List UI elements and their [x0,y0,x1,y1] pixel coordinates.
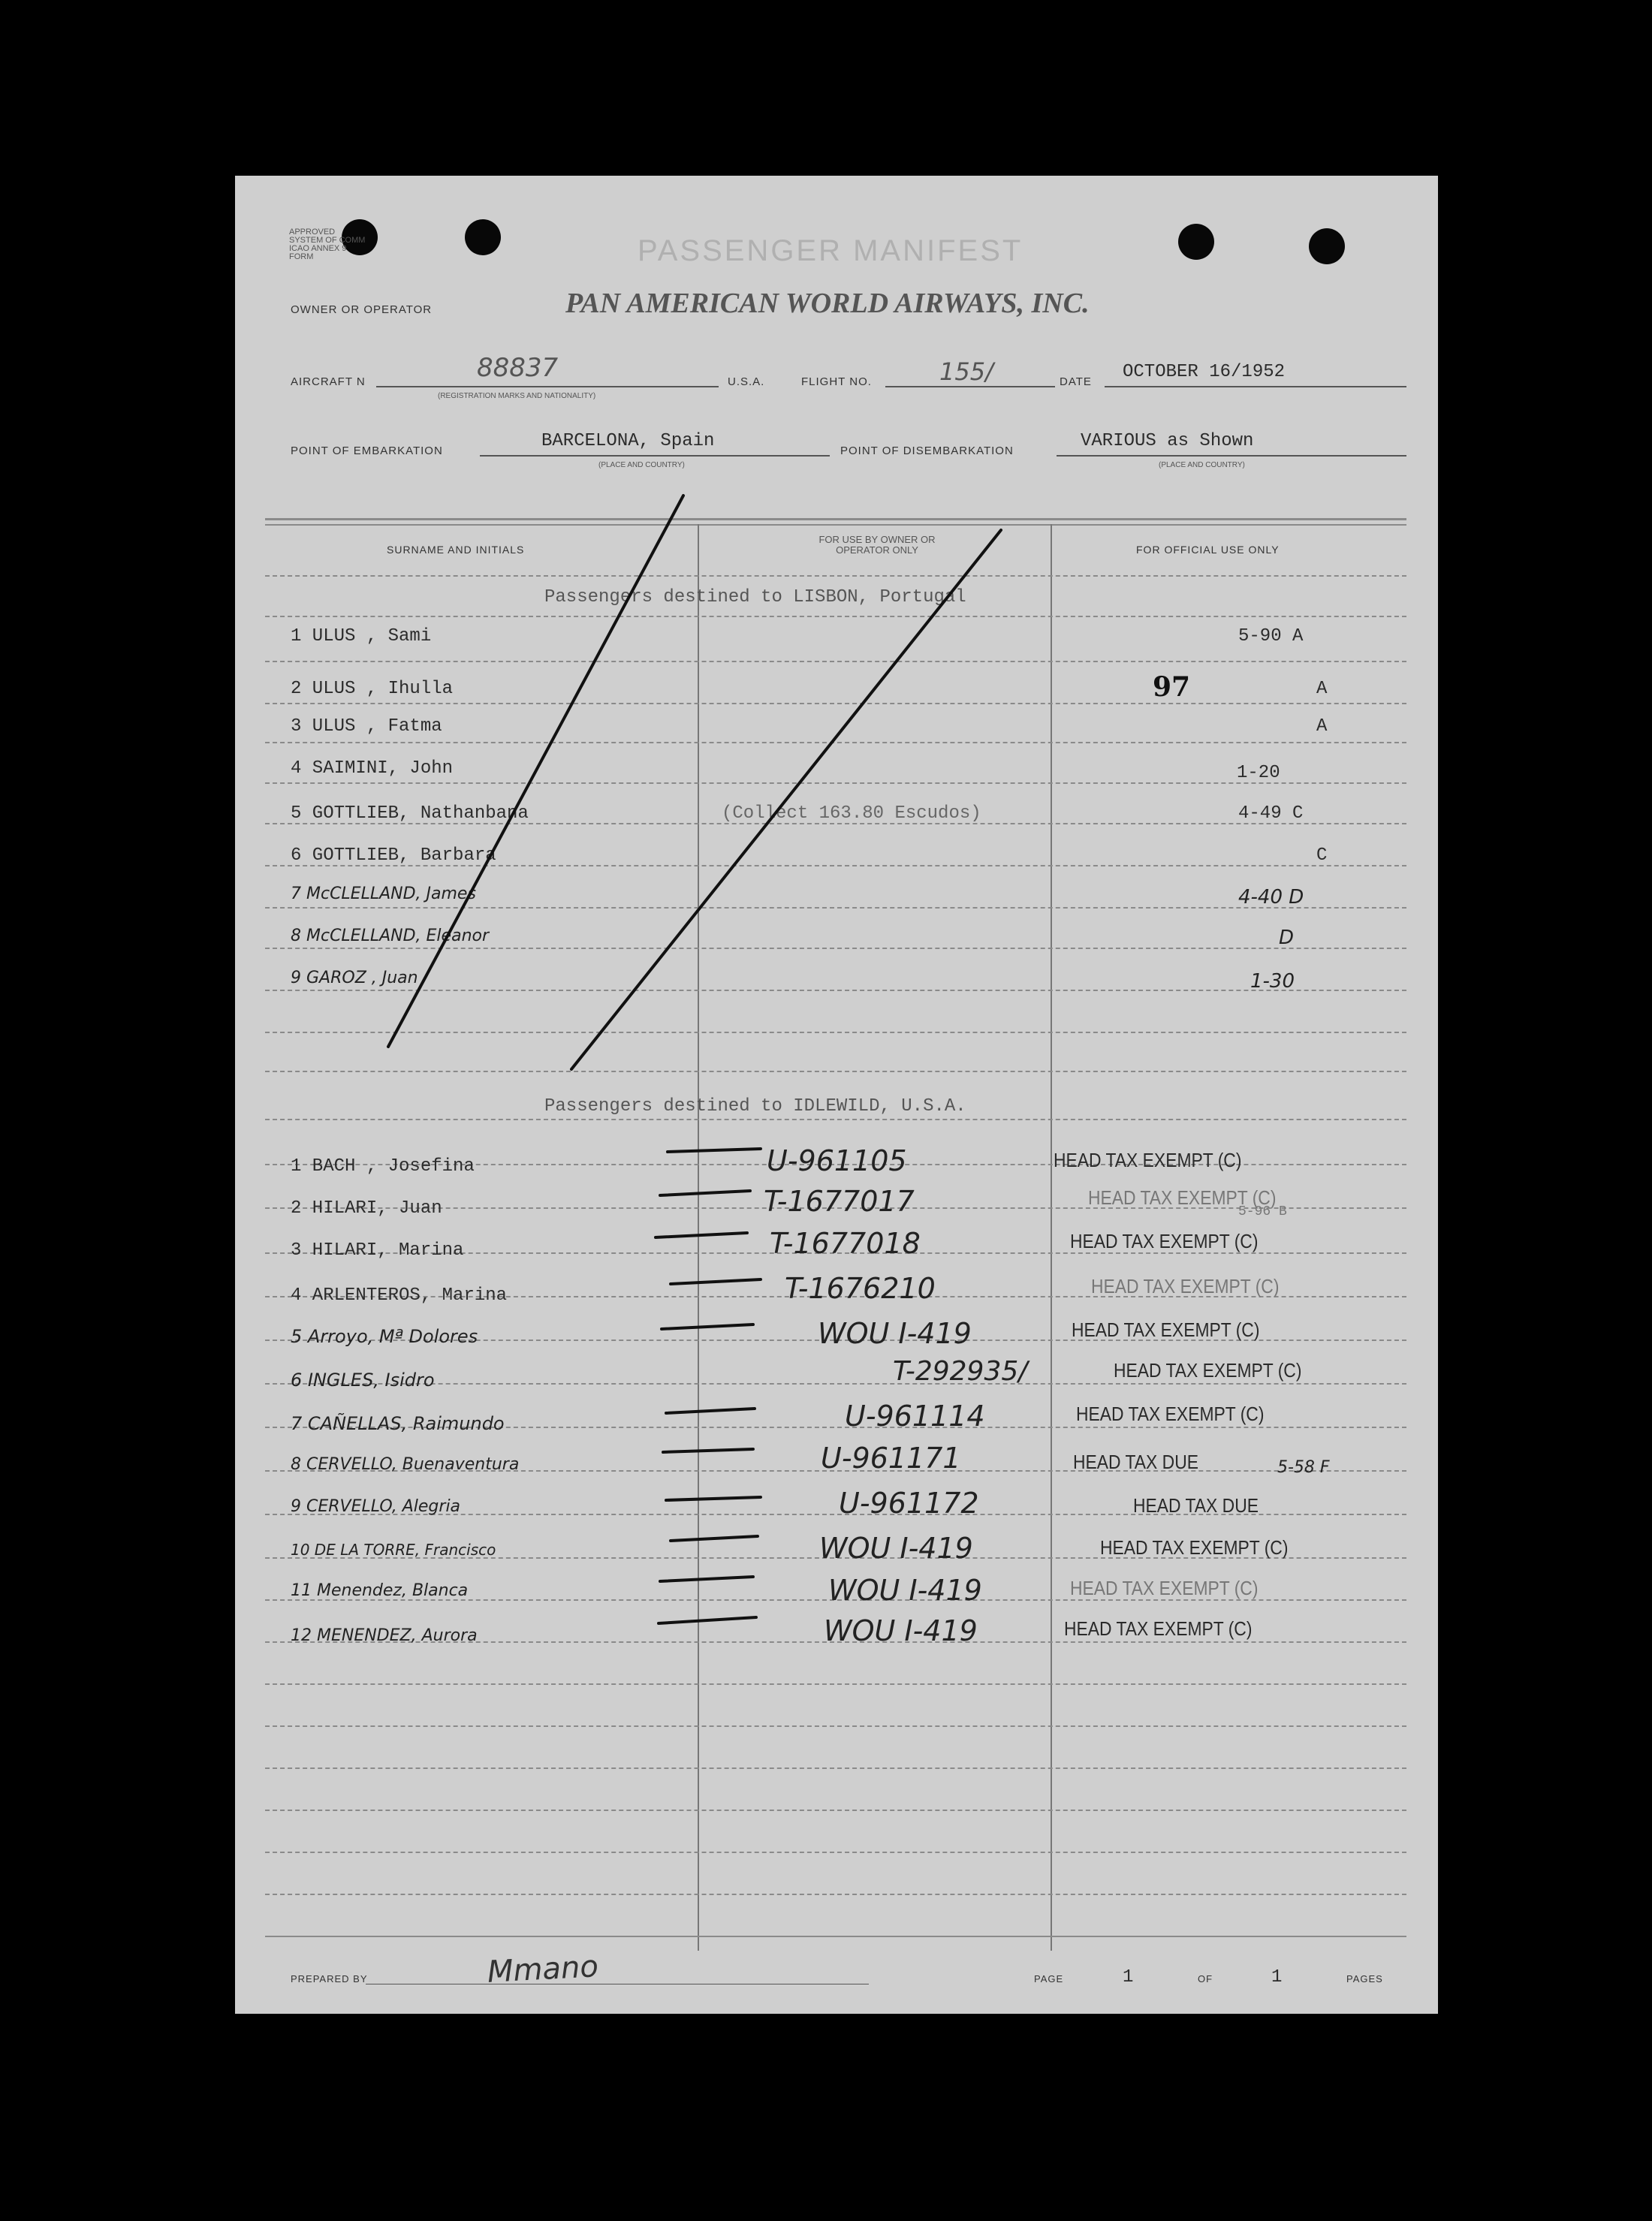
official-code: A [1316,679,1328,699]
tax-status: HEAD TAX EXEMPT (C) [1072,1318,1260,1341]
owner-note: (Collect 163.80 Escudos) [722,803,981,824]
approval-stamp-line: FORM [289,252,314,261]
passenger-name: 1 ULUS , Sami [291,626,432,646]
tax-status: HEAD TAX DUE [1073,1451,1198,1473]
passenger-name: 8 CERVELLO, Buenaventura [291,1455,520,1474]
tax-status: HEAD TAX EXEMPT (C) [1100,1536,1289,1559]
official-code: 5-96 B [1238,1204,1287,1219]
ticket-number: WOU I-419 [824,1614,978,1647]
passenger-name: 4 SAIMINI, John [291,758,454,779]
passenger-name: 11 Menendez, Blanca [291,1581,469,1600]
stamp-number: 97 [1153,671,1191,703]
tax-status: HEAD TAX EXEMPT (C) [1114,1359,1302,1382]
passenger-name: 6 GOTTLIEB, Barbara [291,845,496,866]
tax-status: HEAD TAX EXEMPT (C) [1076,1403,1265,1425]
tax-status: HEAD TAX EXEMPT (C) [1054,1149,1242,1171]
ticket-number: U-961171 [821,1442,961,1475]
ticket-number: WOU I-419 [818,1317,972,1350]
date-value: OCTOBER 16/1952 [1123,362,1286,382]
passenger-name: 6 INGLES, Isidro [291,1370,435,1391]
official-code: 4-49 C [1238,803,1304,824]
official-code: 1-30 [1250,970,1295,993]
aircraft-value: 88837 [477,353,559,383]
embarkation-label: POINT OF EMBARKATION [291,445,443,457]
tax-status: HEAD TAX EXEMPT (C) [1091,1275,1280,1297]
passenger-name: 1 BACH , Josefina [291,1156,475,1177]
of-label: OF [1198,1973,1213,1984]
section-heading-lisbon: Passengers destined to LISBON, Portugal [544,587,966,607]
tax-status: HEAD TAX EXEMPT (C) [1070,1577,1259,1599]
passenger-name: 3 ULUS , Fatma [291,716,442,737]
column-header-surname: SURNAME AND INITIALS [387,544,525,556]
pages-label: PAGES [1346,1973,1383,1984]
signature: Mmano [486,1949,599,1990]
owner-label: OWNER OR OPERATOR [291,303,433,316]
ticket-number: U-961114 [845,1400,985,1433]
official-code: 4-40 D [1238,886,1304,909]
official-code: 1-20 [1237,763,1280,783]
passenger-name: 10 DE LA TORRE, Francisco [291,1541,496,1559]
passenger-name: 9 GAROZ , Juan [291,969,418,987]
ticket-number: T-292935/ [893,1356,1028,1387]
date-label: DATE [1060,375,1092,388]
form-title: PASSENGER MANIFEST [638,234,1023,267]
aircraft-label: AIRCRAFT N [291,375,366,388]
disembarkation-value: VARIOUS as Shown [1081,431,1254,451]
embarkation-value: BARCELONA, Spain [541,431,715,451]
ticket-number: WOU I-419 [828,1574,982,1607]
section-heading-idlewild: Passengers destined to IDLEWILD, U.S.A. [544,1096,966,1117]
approval-stamp-line: SYSTEM OF COMM [289,236,366,245]
approval-stamp-line: APPROVED [289,228,336,237]
ticket-number: T-1677018 [770,1227,921,1260]
manifest-sheet [235,176,1438,2014]
passenger-name: 9 CERVELLO, Alegria [291,1497,461,1516]
official-code: 5-90 A [1238,626,1304,646]
passenger-name: 4 ARLENTEROS, Marina [291,1285,508,1306]
embarkation-caption: (PLACE AND COUNTRY) [598,461,685,469]
column-header-owner: FOR USE BY OWNER OR OPERATOR ONLY [818,534,936,556]
passenger-name: 2 HILARI, Juan [291,1198,442,1219]
approval-stamp-line: ICAO ANNEX 9 [289,244,347,253]
passenger-name: 8 McCLELLAND, Eleanor [291,927,490,945]
registration-caption: (REGISTRATION MARKS AND NATIONALITY) [438,392,596,400]
ticket-number: U-961105 [767,1144,907,1177]
pen-marks [235,176,1438,2014]
tax-status: HEAD TAX EXEMPT (C) [1070,1230,1259,1252]
column-header-official: FOR OFFICIAL USE ONLY [1136,544,1280,556]
page-number: 1 [1123,1967,1134,1987]
ticket-number: T-1676210 [785,1272,936,1305]
ticket-number: U-961172 [839,1487,979,1520]
official-code: A [1316,716,1328,737]
prepared-label: PREPARED BY [291,1973,368,1984]
passenger-name: 5 Arroyo, Mª Dolores [291,1326,478,1347]
passenger-name: 5 GOTTLIEB, Nathanbana [291,803,529,824]
passenger-name: 7 McCLELLAND, James [291,884,476,903]
tax-status: HEAD TAX EXEMPT (C) [1088,1186,1277,1209]
passenger-name: 3 HILARI, Marina [291,1240,464,1261]
disembarkation-caption: (PLACE AND COUNTRY) [1159,461,1245,469]
ticket-number: WOU I-419 [819,1532,973,1565]
tax-status: HEAD TAX EXEMPT (C) [1064,1617,1253,1640]
official-code: D [1279,927,1295,949]
usa-label: U.S.A. [728,375,765,388]
disembarkation-label: POINT OF DISEMBARKATION [840,445,1014,457]
passenger-name: 12 MENENDEZ, Aurora [291,1626,478,1645]
flight-value: 155/ [939,357,993,386]
total-pages: 1 [1271,1967,1283,1987]
tax-status: HEAD TAX DUE [1133,1494,1259,1517]
official-code: 5-58 F [1277,1458,1330,1477]
flight-label: FLIGHT NO. [801,375,872,388]
owner-value: PAN AMERICAN WORLD AIRWAYS, INC. [565,288,1090,319]
ticket-number: T-1677017 [764,1185,915,1218]
passenger-name: 2 ULUS , Ihulla [291,679,454,699]
page-label: PAGE [1034,1973,1064,1984]
official-code: C [1316,845,1328,866]
passenger-name: 7 CAÑELLAS, Raimundo [291,1413,505,1434]
